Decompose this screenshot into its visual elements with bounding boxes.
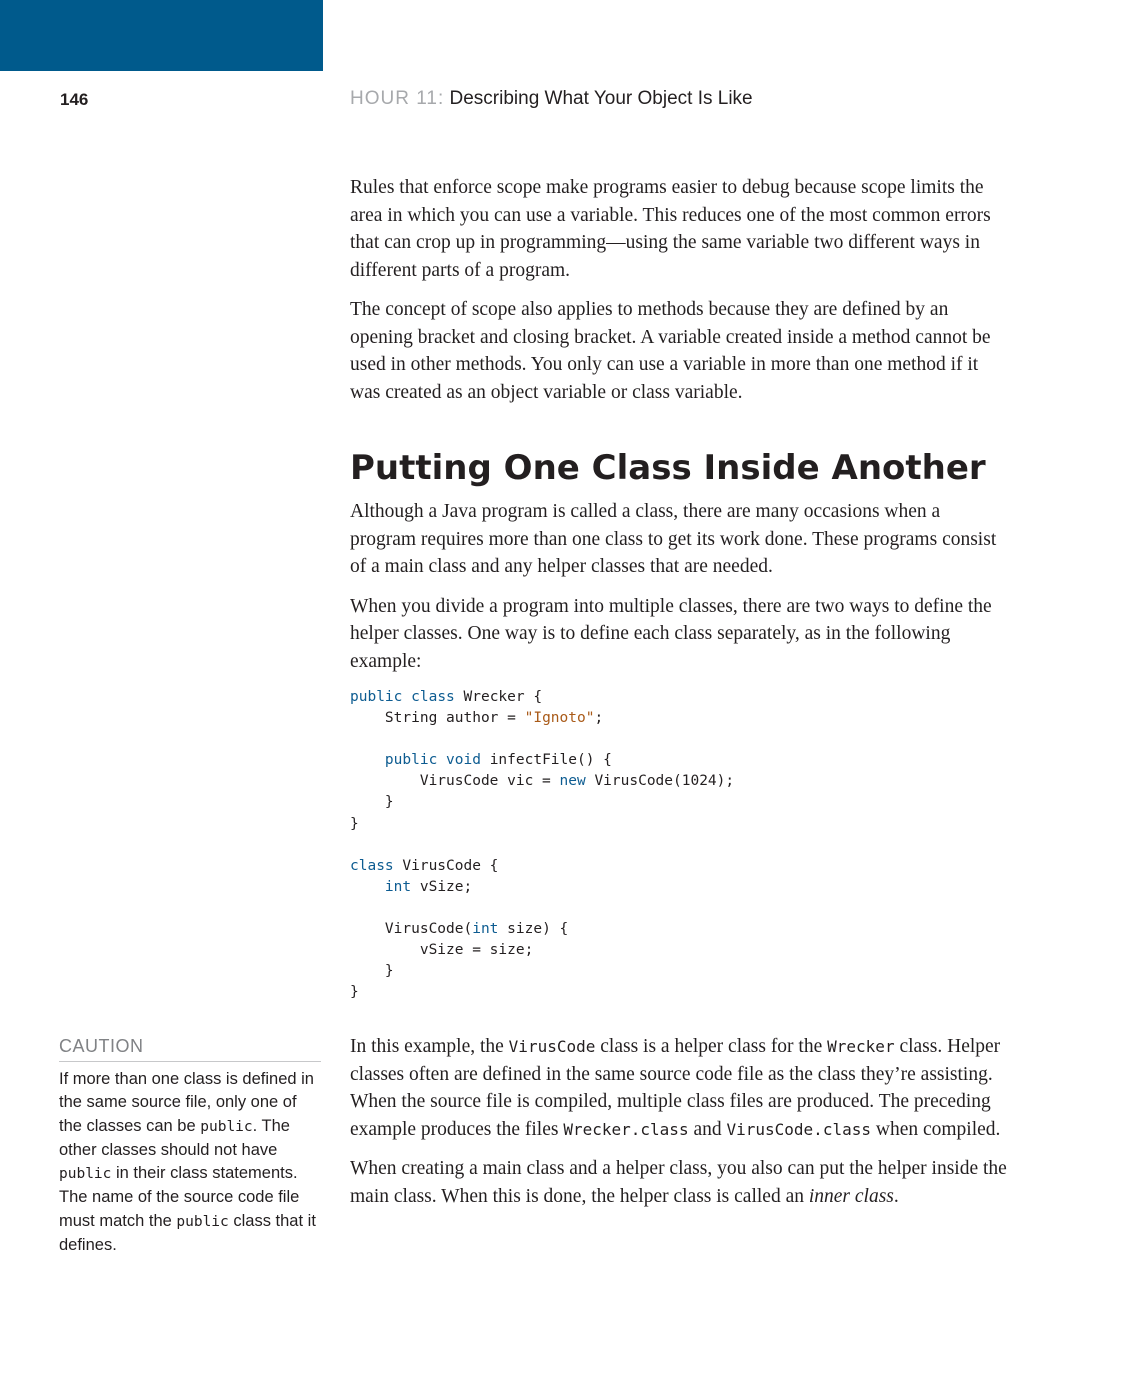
caution-body <box>59 1068 321 1257</box>
caution-text: . The other classes should not have <box>59 1116 290 1159</box>
header-color-bar <box>0 0 323 71</box>
code-text: size) { <box>498 921 569 938</box>
paragraph <box>350 1155 1010 1210</box>
code-keyword: int <box>384 878 412 895</box>
paragraph: When you divide a program into multiple classes, there are two ways to define the helper classes. One way is to define each class separately, as in the following example: <box>350 595 992 672</box>
paragraph: Although a Java program is called a class, there are many occasions when a program requires more than one class to get its work done. These programs consist of a main class and any helper classes that are needed. <box>350 501 997 577</box>
page-number: 146 <box>60 90 89 109</box>
code-text: } <box>350 794 394 811</box>
section-heading: Putting One Class Inside Another <box>350 448 986 488</box>
inline-code: public <box>59 1166 112 1183</box>
code-keyword: void <box>446 752 481 769</box>
inline-code: public <box>176 1213 229 1230</box>
caution-text: If more than one class is defined in the same source file, only one of the classes can be <box>59 1070 314 1135</box>
code-text: String author = <box>350 710 525 727</box>
inline-code: Wrecker <box>827 1037 895 1057</box>
code-text: VirusCode( <box>350 921 473 938</box>
code-string: "Ignoto" <box>524 710 595 727</box>
paragraph-text: class. Helper classes often are defined in the same source code file as the class they’re assisting. When the source file is compiled, multiple class files are produced. The preceding example produces the files <box>350 1036 1001 1140</box>
code-text: VirusCode { <box>393 857 499 874</box>
paragraph <box>350 1033 1010 1143</box>
paragraph-text: When creating a main class and a helper class, you also can put the helper inside the main class. When this is done, the helper class is called an <box>350 1158 1007 1207</box>
chapter-title: Describing What Your Object Is Like <box>449 88 753 109</box>
emphasis: inner class <box>808 1185 894 1207</box>
hour-label: HOUR 11: <box>350 88 445 109</box>
code-listing <box>350 687 1010 1003</box>
paragraph-text: In this example, the <box>350 1036 509 1058</box>
code-keyword: public <box>384 752 438 769</box>
code-text: vSize = size; <box>350 942 534 959</box>
code-keyword: new <box>559 773 586 790</box>
main-column <box>350 174 1010 1222</box>
paragraph: The concept of scope also applies to methods because they are defined by an opening bracket and closing bracket. A variable created inside a method cannot be used in other methods. You only can use a variable in more than one method if it was created as an object variable or class variable. <box>350 299 991 403</box>
code-keyword: int <box>472 921 499 938</box>
code-text: VirusCode vic = <box>350 773 560 790</box>
paragraph-text: . <box>893 1185 899 1207</box>
paragraph-text: when compiled. <box>870 1118 1001 1140</box>
caution-text: in their class statements. The name of the source code file must match the <box>59 1164 300 1230</box>
inline-code: VirusCode <box>508 1037 596 1057</box>
running-head <box>350 88 753 110</box>
paragraph-text: class is a helper class for the <box>595 1036 828 1058</box>
inline-code: Wrecker.class <box>563 1119 689 1139</box>
code-text: } <box>350 984 359 1001</box>
code-text: } <box>350 963 394 980</box>
code-text: VirusCode(1024); <box>585 773 735 790</box>
code-text: } <box>350 815 359 832</box>
caution-text: class that it defines. <box>59 1211 316 1255</box>
code-keyword: class <box>411 689 455 705</box>
caution-sidebar <box>59 1036 321 1257</box>
code-indent <box>350 752 385 768</box>
code-keyword: public <box>350 689 403 705</box>
code-text: infectFile() { <box>480 752 612 769</box>
paragraph-text: and <box>688 1118 727 1140</box>
code-text: Wrecker { <box>454 689 543 705</box>
code-text: ; <box>594 710 604 727</box>
code-indent <box>350 879 385 895</box>
inline-code: public <box>200 1118 253 1135</box>
code-keyword: class <box>350 857 394 874</box>
caution-title: CAUTION <box>59 1036 321 1062</box>
code-text: vSize; <box>411 878 473 895</box>
paragraph: Rules that enforce scope make programs easier to debug because scope limits the area in which you can use a variable. This reduces one of the most common errors that can crop up in programming—using the same variable two different ways in different parts of a program. <box>350 177 991 281</box>
inline-code: VirusCode.class <box>726 1119 871 1139</box>
